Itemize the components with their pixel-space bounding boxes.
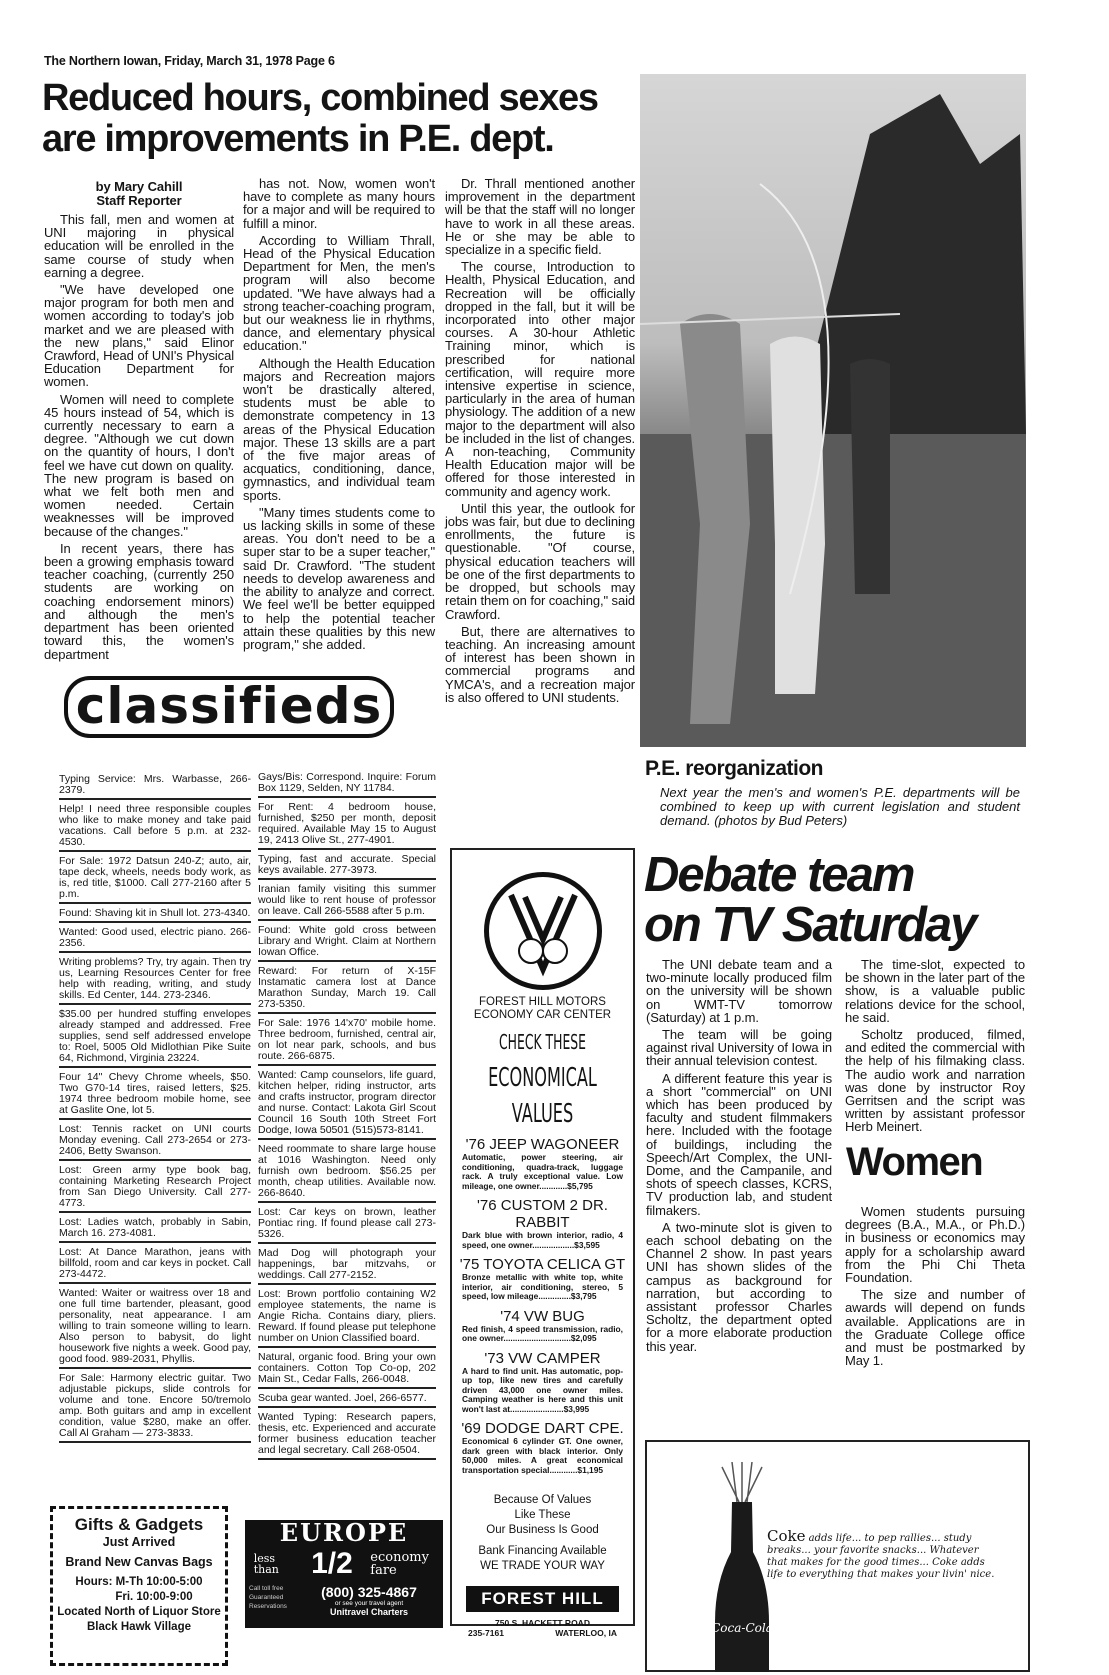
women-headline: Women <box>846 1140 983 1184</box>
article-column-3 <box>445 177 635 708</box>
car-name: '69 DODGE DART CPE. <box>461 1420 624 1437</box>
classified-ad: Gays/Bis: Correspond. Inquire: Forum Box 1129, Selden, NY 11784. <box>258 770 436 798</box>
article-paragraph: But, there are alternatives to teaching. An increasing amount of interest has been shown in commercial programs and YMCA's, and a recreation major is also offered to UNI students. <box>445 623 635 705</box>
car-description: A hard to find unit. Has automatic, pop-up top, like new tires and carefully driven 43,000 one owner miles. Camping weather is here and this unit won't last at.......................$3,995 <box>462 1365 623 1414</box>
classifieds-column-2 <box>258 770 436 1462</box>
headline-line: Debate team <box>644 848 914 902</box>
classified-ad: Help! I need three responsible couples who like to make money and take paid vacations. Call before 5 p.m. at 232-4530. <box>59 802 251 852</box>
ad-location: Located North of Liquor Store <box>57 1606 221 1618</box>
car-description: Bronze metallic with white top, white interior, air conditioning, stereo, 5 speed, low mileage..............$3,795 <box>462 1272 623 1301</box>
classifieds-column-1 <box>59 772 251 1445</box>
debate-paragraph: The team will be going against rival University of Iowa in their annual television contest. <box>646 1027 832 1069</box>
article-column-2 <box>243 177 435 655</box>
dealer-name: FOREST HILL MOTORS <box>479 996 606 1008</box>
classified-ad: Lost: At Dance Marathon, jeans with billfold, room and car keys in pocket. Call 273-4472. <box>59 1245 251 1284</box>
vw-logo-icon <box>489 877 597 985</box>
women-paragraph: Women students pursuing degrees (B.A., M.A., or Ph.D.) in business or economics may apply for a scholarship award from the Phi Chi Theta Foundation. <box>845 1204 1025 1286</box>
ad-line: Just Arrived <box>102 1535 176 1549</box>
article-paragraph: "Many times students come to us lacking skills in some of these areas. You don't need to be a super star to be a super teacher," said Dr. Crawford. "The student needs to develop awareness and the ability to analyze and correct. We feel we'll be better equipped to help the potential teacher attain these qualities by this new program," she added. <box>243 504 435 652</box>
classified-ad: Mad Dog will photograph your happenings, bar mitzvahs, or weddings. Call 277-2152. <box>258 1246 436 1285</box>
classified-ad: For Sale: Harmony electric guitar. Two adjustable pickups, slide controls for volume and tone. Encore 50/tremolo amp. Both guitars and amp in excellent condition, value $280, make an offer. Call Al Graham — 273-3833. <box>59 1371 251 1443</box>
car-name: '76 CUSTOM 2 DR. RABBIT <box>477 1197 608 1231</box>
coca-cola-ad <box>645 1440 1030 1672</box>
article-paragraph: Until this year, the outlook for jobs was fair, but due to declining enrollments, the future is questionable. "Of course, physical education teachers will be one of the first departments to be dropped, but schools may retain them on for coaching," said Crawford. <box>445 500 635 622</box>
slogan-line: VALUES <box>511 1099 574 1129</box>
debate-paragraph: A two-minute slot is given to each school debating on the Channel 2 show. In past years UNI has shown slides of the campus as background for narration, but according to assistant professor Charles Scholtz, the department opted for a more elaborate production this year. <box>646 1219 832 1354</box>
classified-ad: Typing, fast and accurate. Special keys available. 277-3973. <box>258 852 436 880</box>
ad-location: Black Hawk Village <box>87 1621 191 1633</box>
forest-hill-banner: FOREST HILL <box>466 1586 619 1612</box>
ad-line: Brand New Canvas Bags <box>65 1555 213 1569</box>
classified-ad: Lost: Ladies watch, probably in Sabin, March 16. 273-4081. <box>59 1215 251 1243</box>
article-paragraph: In recent years, there has been a growing emphasis toward teacher coaching, (currently 250 students are working on coaching endorsement minors) and although the men's department has been oriented toward this, the women's department <box>44 540 234 662</box>
classified-ad: Typing Service: Mrs. Warbasse, 266-2379. <box>59 772 251 800</box>
car-name: '74 VW BUG <box>500 1307 585 1325</box>
classified-ad: Reward: For return of X-15F Instamatic camera lost at Dance Marathon Sunday, March 19. Call 273-5350. <box>258 964 436 1014</box>
car-description: Economical 6 cylinder GT. One owner, dark green with black interior. Only 50,000 miles. A great economical transportation special............$1,195 <box>462 1436 623 1475</box>
women-article <box>845 1205 1025 1371</box>
article-paragraph: The course, Introduction to Health, Physical Education, and Recreation will be officially dropped in the fall, but it will be incorporated into other major courses. A 30-hour Athletic Training minor, which is prescribed for national certification, will require more intensive expertise in science, particularly in the area of human physiology. The addition of a new major to the department will also be included in the list of changes. A non-teaching, Community Health Education major will be offered for those interested in community and agency work. <box>445 259 635 499</box>
article-column-1 <box>44 180 234 665</box>
debate-column-1 <box>646 958 832 1357</box>
classified-ad: Scuba gear wanted. Joel, 266-6577. <box>258 1391 436 1408</box>
svg-text:Coca-Cola: Coca-Cola <box>711 1621 773 1635</box>
classified-ad: Natural, organic food. Bring your own containers. Cotton Top Co-op, 202 Main St., Cedar Falls, 266-0048. <box>258 1350 436 1389</box>
debate-paragraph: Scholtz produced, filmed, and edited the commercial with the help of his filmaking class. The audio work and narration was done by instructor Roy Gerritsen and the script was written by assistant professor Herb Meinert. <box>845 1027 1025 1135</box>
slogan-line: ECONOMICAL <box>488 1063 597 1093</box>
article-paragraph: According to William Thrall, Head of the Physical Education Department for Men, the men's program will also become updated. "We have always had a strong teacher-coaching program, but our weakness lie in rhythms, dance, and elementary physical education." <box>243 232 435 354</box>
address: 750 S. HACKETT ROAD <box>495 1618 590 1628</box>
article-paragraph: This fall, men and women at UNI majoring in physical education will be enrolled in the same course of study when earning a degree. <box>44 212 234 280</box>
archery-photo <box>640 74 1026 747</box>
trade: WE TRADE YOUR WAY <box>480 1560 605 1572</box>
tagline-line: Like These <box>514 1509 571 1521</box>
article-paragraph: Women will need to complete 45 hours instead of 54, which is currently necessary to earn a degree. "Although we cut down on the quantity of hours, I don't feel we have cut down on quality. The new program is based on what we felt both men and women needed. Certain weaknesses will be improved because of the changes." <box>44 391 234 539</box>
article-paragraph: "We have developed one major program for both men and women according to today's job market and we are pleased with the new plans," said Elinor Crawford, Head of UNI's Physical Education Department for women. <box>44 282 234 390</box>
article-paragraph: Although the Health Education majors and Recreation majors won't be drastically altered, students must be able to demonstrate competency in 13 areas of the Physical Education major. These 13 skills are a part of the five major areas of acquatics, conditioning, dance, gymnastics, and individual team sports. <box>243 355 435 503</box>
phone: (800) 325-4867 <box>321 1584 417 1600</box>
headline-line: are improvements in P.E. dept. <box>42 118 554 160</box>
classified-ad: For Sale: 1976 14'x70' mobile home. Three bedroom, furnished, central air, on lot near park, schools, and bus route. 266-6875. <box>258 1016 436 1066</box>
less-than: less than <box>253 1552 279 1576</box>
brand: Unitravel Charters <box>329 1607 409 1617</box>
classifieds-logo: classifieds <box>64 676 394 738</box>
financing: Bank Financing Available <box>478 1545 607 1557</box>
byline-title: Staff Reporter <box>96 193 182 208</box>
car-name: '73 VW CAMPER <box>484 1349 601 1367</box>
classified-ad: Lost: Green army type book bag, containing Marketing Research Project from San Diego University. Call 277-4773. <box>59 1163 251 1213</box>
vw-rabbits-logo <box>484 872 602 990</box>
side-text: Guaranteed <box>249 1594 284 1601</box>
classified-ad: Lost: Car keys on brown, leather Pontiac ring. If found please call 273-5326. <box>258 1205 436 1244</box>
archery-photo-illustration <box>640 74 1026 747</box>
classified-ad: Iranian family visiting this summer would like to rent house of professor on leave. Call 266-5588 after 5 p.m. <box>258 882 436 921</box>
byline-name: by Mary Cahill <box>95 179 183 194</box>
debate-paragraph: A different feature this year is a short "commercial" on UNI which has been produced by faculty and student filmmakers here. Included with the footage of buildings, including the Speech/Art Complex, the UNI-Dome, and the Campanile, and shots of speech classes, KCRS, TV production lab, and student filmakers. <box>646 1070 832 1218</box>
car-description: Red finish, 4 speed transmission, radio, one owner.............................$2,095 <box>462 1323 623 1343</box>
article-headline <box>42 78 642 160</box>
classified-ad: Writing problems? Try, try again. Then try us, Learning Resources Center for free help with reading, writing, and study skills. Ed Center, 144. 273-2346. <box>59 955 251 1005</box>
dealer-subtitle: ECONOMY CAR CENTER <box>473 1009 612 1021</box>
europe-ad <box>245 1520 443 1628</box>
article-paragraph: Dr. Thrall mentioned another improvement in the department will be that the staff will no longer have to work in all these areas. He or she may be able to specialize in a specific field. <box>445 176 635 258</box>
classified-ad: Need roommate to share large house at 1016 Washington. Need only furnish own bedroom. $56.25 per month, cheap utilities. Available now. 266-8640. <box>258 1142 436 1203</box>
classified-ad: Four 14" Chevy Chrome wheels, $50. Two G70-14 tires, raised letters, $25. 1974 three bedroom mobile home, see at Gaslite One, lot 5. <box>59 1070 251 1120</box>
forest-hill-motors-ad <box>450 848 635 1638</box>
classified-ad: Lost: Tennis racket on UNI courts Monday evening. Call 273-2654 or 273-2406, Betty Swanson. <box>59 1122 251 1161</box>
byline <box>44 180 234 208</box>
fraction: 1/2 <box>311 1547 353 1580</box>
classified-ad: Wanted Typing: Research papers, thesis, etc. Experienced and accurate former business education teacher and legal secretary. Call 268-0504. <box>258 1410 436 1460</box>
car-description: Automatic, power steering, air conditioning, quadra-track, luggage rack. A truly exceptional value. Low mileage, one owner............$5,795 <box>462 1152 623 1191</box>
tagline-line: Our Business Is Good <box>486 1524 599 1536</box>
tagline-line: Because Of Values <box>493 1494 592 1506</box>
debate-paragraph: The time-slot, expected to be shown in the later part of the show, is a valuable public relations device for the school, he said. <box>845 957 1025 1025</box>
debate-paragraph: The UNI debate team and a two-minute locally produced film on the university will be shown on WMT-TV tomorrow (Saturday) at 1 p.m. <box>646 957 832 1025</box>
phone: 235-7161 <box>468 1628 504 1638</box>
classified-ad: $35.00 per hundred stuffing envelopes already stamped and addressed. Free supplies, send self addressed envelope to: Roel, 5005 Old Midlothian Pike Suite 64, Richmond, Virginia 23224. <box>59 1007 251 1068</box>
gifts-gadgets-ad <box>50 1506 228 1666</box>
debate-column-2 <box>845 958 1025 1138</box>
classified-ad: Wanted: Camp counselors, life guard, kitchen helper, riding instructor, arts and crafts instructor, program director and nurse. Contact: Lakota Girl Scout Council 16 South 10th Street Fort Dodge, Iowa 50501 (515)573-8141. <box>258 1068 436 1140</box>
classified-ad: For Rent: 4 bedroom house, furnished, $250 per month, deposit required. Available May 15 to August 19, 2413 Olive St., 277-4901. <box>258 800 436 850</box>
debate-headline <box>644 850 975 950</box>
ad-title: Gifts & Gadgets <box>74 1515 204 1534</box>
headline-line: on TV Saturday <box>644 898 976 952</box>
car-description: Dark blue with brown interior, radio, 4 speed, one owner..................$3,595 <box>462 1230 623 1250</box>
car-listings <box>452 1136 633 1475</box>
ad-hours: Hours: M-Th 10:00-5:00 <box>75 1576 203 1588</box>
classified-ad: Wanted: Waiter or waitress over 18 and one full time bartender, pleasant, good personality, neat appearance. I am willing to train someone willing to learn. Also person to babysit, do light housework five nights a week. Good pay, good food. 989-2031, Phyllis. <box>59 1286 251 1369</box>
photo-caption-title: P.E. reorganization <box>645 757 823 780</box>
article-paragraph: has not. Now, women won't have to complete as many hours for a major and will be required to fulfill a minor. <box>243 176 435 231</box>
agent-note: or see your travel agent <box>334 1600 404 1607</box>
economy-fare: economy fare <box>370 1550 429 1578</box>
coke-copy: adds life... to pep rallies... study breaks... your favorite snacks... Whatever that makes for the good times... Coke adds life to everything that makes your livin' nice. <box>767 1533 995 1580</box>
headline-line: Reduced hours, combined sexes <box>42 77 598 119</box>
women-paragraph: The size and number of awards will depend on funds available. Applications are in the Graduate College office and must be postmarked by May 1. <box>845 1287 1025 1369</box>
classified-ad: Wanted: Good used, electric piano. 266-2356. <box>59 925 251 953</box>
ad-hours: Fri. 10:00-9:00 <box>115 1591 193 1603</box>
slogan-line: CHECK THESE <box>499 1030 586 1054</box>
city: WATERLOO, IA <box>555 1628 617 1638</box>
side-text: Call toll free <box>249 1585 284 1592</box>
classified-ad: Found: White gold cross between Library and Wright. Claim at Northern Iowan Office. <box>258 923 436 962</box>
car-name: '76 JEEP WAGONEER <box>465 1136 620 1153</box>
classified-ad: Found: Shaving kit in Shull lot. 273-4340. <box>59 906 251 923</box>
side-text: Reservations <box>249 1603 287 1610</box>
photo-caption: Next year the men's and women's P.E. departments will be combined to keep up with current legislation and student demand. (photos by Bud Peters) <box>660 785 1020 828</box>
classified-ad: Lost: Brown portfolio containing W2 employee statements, the name is Angie Richa. Contains diary, pliers. Reward. If found please put telephone number on Union Classified board. <box>258 1287 436 1348</box>
masthead: The Northern Iowan, Friday, March 31, 1978 Page 6 <box>44 54 335 68</box>
coke-brand: Coke <box>767 1527 806 1545</box>
car-name: '75 TOYOTA CELICA GT <box>459 1256 626 1273</box>
ad-title: EUROPE <box>279 1518 409 1547</box>
classified-ad: For Sale: 1972 Datsun 240-Z; auto, air, tape deck, wheels, needs body work, as is, red title, $1000. Call 277-2160 after 5 p.m. <box>59 854 251 904</box>
